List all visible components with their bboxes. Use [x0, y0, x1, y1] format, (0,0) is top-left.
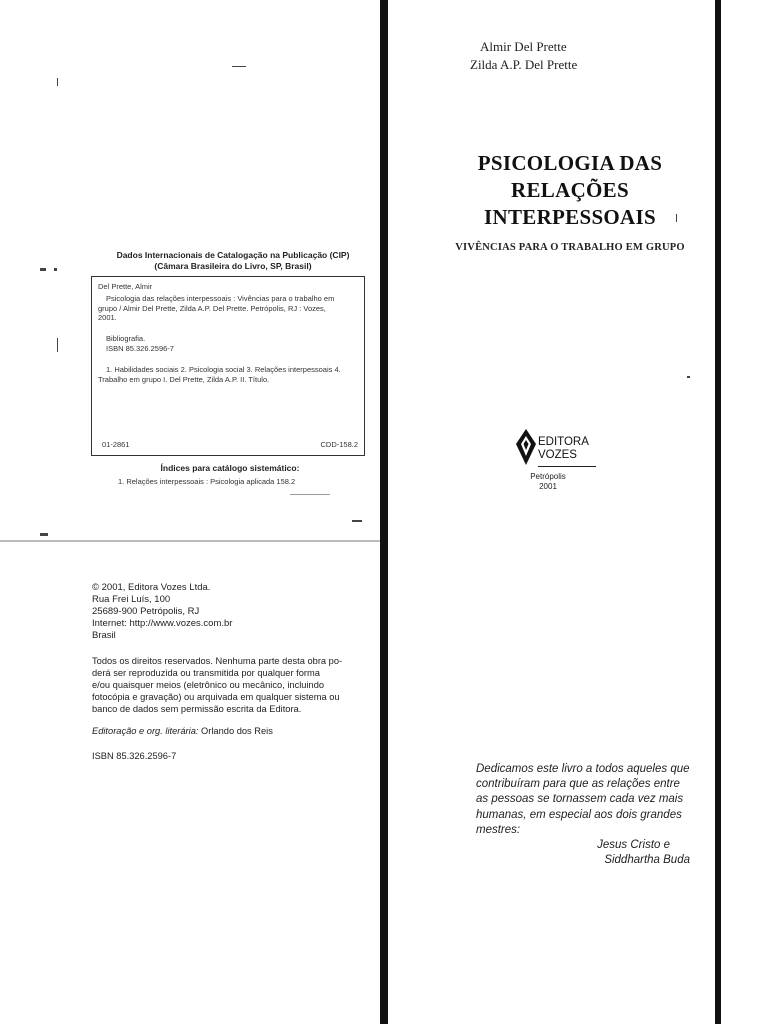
rights-notice [92, 655, 367, 715]
middle-gutter-left [0, 540, 380, 542]
scan-artifact [40, 533, 48, 536]
dedication-signature: Siddhartha Buda [604, 854, 690, 867]
imprint-block [92, 582, 372, 642]
vozes-flame-logo-icon [514, 428, 538, 468]
right-edge-gutter [715, 0, 721, 1024]
center-gutter [380, 0, 388, 1024]
cip-subjects-line: 1. Habilidades sociais 2. Psicologia social 3. Relações interpessoais 4. [106, 365, 341, 374]
publication-place: Petrópolis [530, 472, 566, 481]
cip-description-line: Psicologia das relações interpessoais : Vivências para o trabalho em [106, 294, 335, 303]
rights-line: Todos os direitos reservados. Nenhuma parte desta obra po- [92, 656, 343, 666]
cip-subjects-line: Trabalho em grupo I. Del Prette, Zilda A.P. II. Título. [98, 374, 270, 384]
author-1: Almir Del Prette [480, 39, 567, 54]
dedication-line: mestres: [476, 823, 521, 836]
cip-record-box [91, 276, 365, 456]
scan-artifact [687, 376, 690, 378]
authors-block [470, 38, 650, 74]
dedication-signature: Jesus Cristo e [597, 839, 670, 852]
scan-artifact [352, 520, 362, 522]
publication-place-year [513, 472, 583, 492]
publication-year: 2001 [539, 482, 557, 491]
dedication-block [476, 762, 696, 868]
cip-bibliography: Bibliografia. [106, 334, 146, 343]
editorial-credit [92, 726, 273, 736]
dedication-line: as pessoas se tornassem cada vez mais [476, 793, 684, 806]
imprint-line: Brasil [92, 630, 116, 641]
cip-description [98, 294, 362, 323]
scan-artifact [676, 214, 677, 222]
scan-artifact [40, 268, 46, 271]
cip-subjects [98, 365, 364, 384]
imprint-line: Internet: http://www.vozes.com.br [92, 618, 233, 629]
dedication-line: contribuíram para que as relações entre [476, 778, 680, 791]
logo-line-vozes: VOZES [538, 449, 577, 461]
cip-description-line: 2001. [98, 313, 117, 323]
rights-line: fotocópia e gravação) ou arquivada em qualquer sistema ou [92, 692, 340, 702]
rights-line: banco de dados sem permissão escrita da Editora. [92, 704, 302, 714]
cip-number-left: 01-2861 [102, 440, 130, 449]
dedication-line: humanas, em especial aos dois grandes [476, 808, 682, 821]
book-subtitle: VIVÊNCIAS PARA O TRABALHO EM GRUPO [455, 242, 685, 253]
cip-header-line-1: Dados Internacionais de Catalogação na Publicação (CIP) [116, 250, 350, 260]
rights-line: derá ser reproduzida ou transmitida por qualquer forma [92, 668, 320, 678]
book-title [425, 150, 715, 231]
cip-indices-title: Índices para catálogo sistemático: [160, 463, 300, 473]
imprint-line: 25689-900 Petrópolis, RJ [92, 606, 200, 617]
rights-line: e/ou quaisquer meios (eletrônico ou mecânico, incluindo [92, 680, 325, 690]
cip-header-line-2: (Câmara Brasileira do Livro, SP, Brasil) [154, 261, 312, 271]
logo-line-editora: EDITORA [538, 436, 589, 448]
cip-header [88, 250, 378, 272]
editorial-name: Orlando dos Reis [198, 726, 273, 736]
scan-artifact [232, 66, 246, 67]
author-2: Zilda A.P. Del Prette [470, 57, 578, 72]
editorial-label: Editoração e org. literária: [92, 726, 199, 736]
imprint-isbn: ISBN 85.326.2596-7 [92, 751, 177, 761]
cip-indices-entry: 1. Relações interpessoais : Psicologia aplicada 158.2 [118, 477, 296, 486]
logo-rule [538, 466, 596, 467]
scan-artifact [57, 338, 58, 352]
scan-artifact [57, 78, 58, 86]
cip-author: Del Prette, Almir [98, 282, 153, 291]
imprint-line: © 2001, Editora Vozes Ltda. [92, 582, 211, 593]
cip-number-right: CDD-158.2 [320, 440, 358, 449]
title-line-2: RELAÇÕES [511, 178, 629, 202]
scan-artifact [54, 268, 57, 271]
cip-isbn: ISBN 85.326.2596-7 [106, 344, 174, 353]
dedication-line: Dedicamos este livro a todos aqueles que [476, 763, 690, 775]
title-line-1: PSICOLOGIA DAS [477, 151, 663, 175]
title-line-3: INTERPESSOAIS [484, 205, 656, 229]
scan-artifact [290, 494, 330, 495]
imprint-line: Rua Frei Luís, 100 [92, 594, 171, 605]
cip-description-line: grupo / Almir Del Prette, Zilda A.P. Del Prette. Petrópolis, RJ : Vozes, [98, 303, 326, 313]
